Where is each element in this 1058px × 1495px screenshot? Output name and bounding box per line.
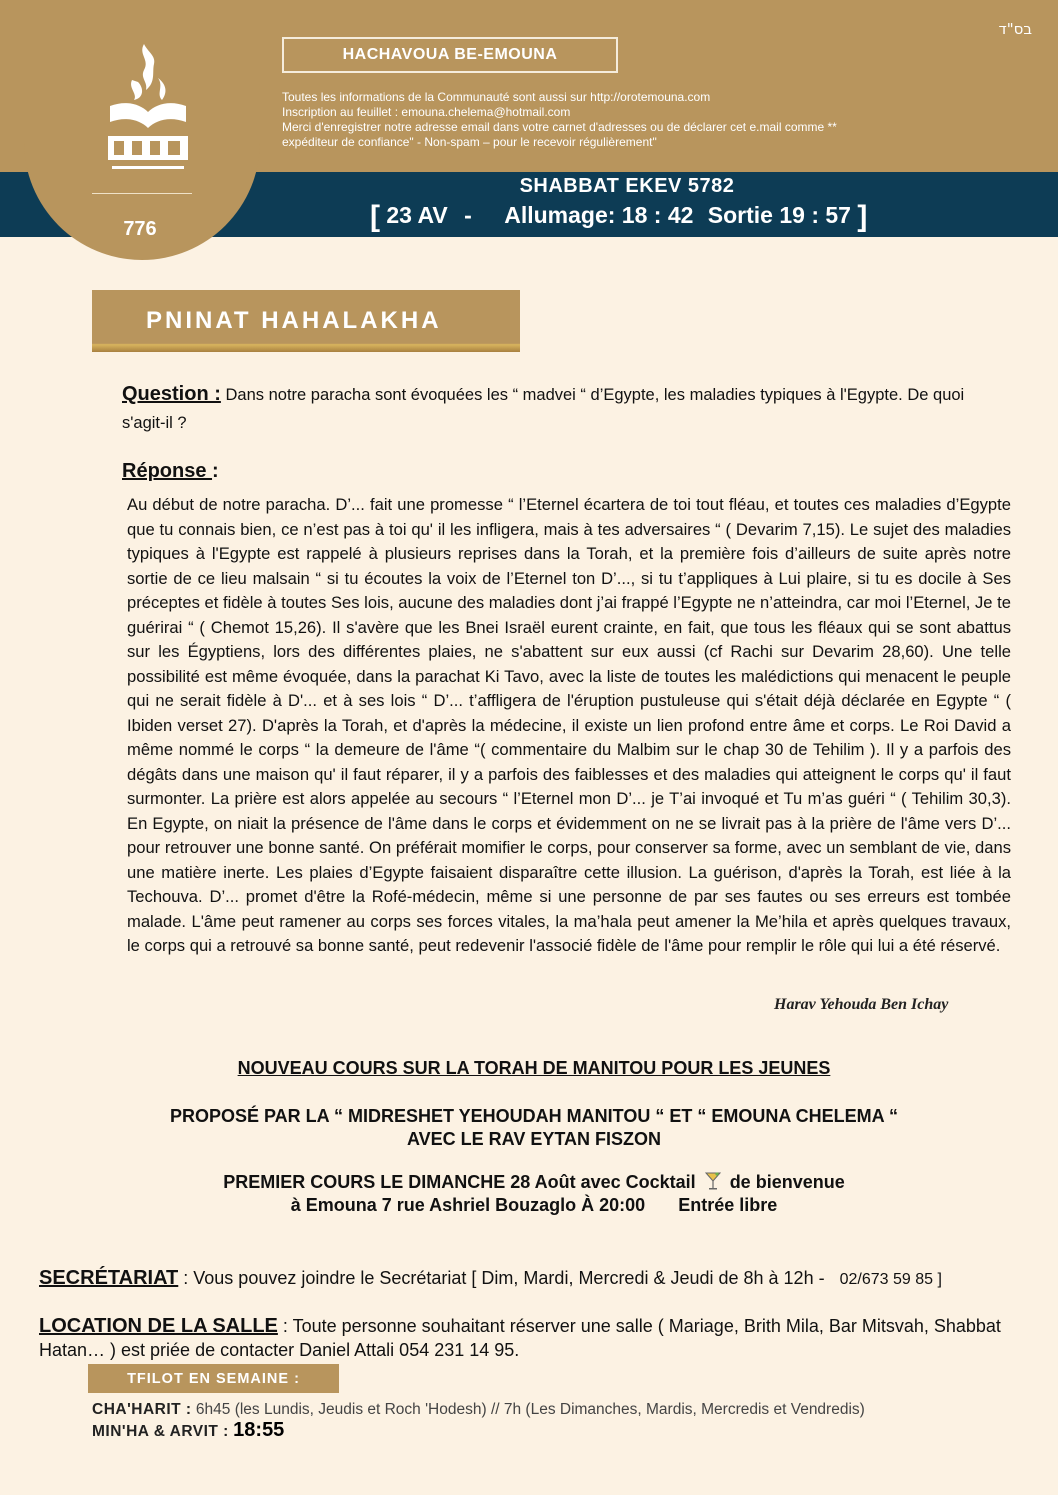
- question-label: Question :: [122, 383, 221, 405]
- question-block: [122, 380, 1008, 437]
- shabbat-name: SHABBAT EKEV 5782: [519, 175, 735, 197]
- emouna-logo-icon: [98, 40, 198, 180]
- course-details: [0, 1171, 1058, 1217]
- course-heading: NOUVEAU COURS SUR LA TORAH DE MANITOU POUR LES JEUNES: [237, 1058, 831, 1078]
- info-line: Inscription au feuillet : emouna.chelema@hotmail.com: [282, 105, 571, 119]
- author-signature: Harav Yehouda Ben Ichay: [774, 996, 949, 1013]
- response-colon: :: [212, 460, 219, 482]
- response-heading: [122, 460, 219, 483]
- course-entry-text: Entrée libre: [678, 1195, 778, 1215]
- secretariat-text: : Vous pouvez joindre le Secrétariat [ Dim, Mardi, Mercredi & Jeudi de 8h à 12h -: [178, 1268, 825, 1288]
- masthead-title: HACHAVOUA BE-EMOUNA: [282, 37, 618, 73]
- course-line: PROPOSÉ PAR LA “ MIDRESHET YEHOUDAH MANITOU “ ET “ EMOUNA CHELEMA “: [169, 1106, 899, 1126]
- course-welcome-text: de bienvenue: [729, 1172, 845, 1192]
- shacharit-row: [92, 1401, 865, 1419]
- info-line: Toutes les informations de la Communauté sont aussi sur http://orotemouna.com: [282, 90, 711, 104]
- logo-divider: [92, 193, 192, 194]
- course-date-text: PREMIER COURS LE DIMANCHE 28 Août avec Cocktail: [223, 1172, 696, 1192]
- course-location-text: à Emouna 7 rue Ashriel Bouzaglo À 20:00: [290, 1195, 646, 1215]
- issue-number: 776: [123, 218, 157, 240]
- info-lines: [282, 90, 962, 150]
- location-text: : Toute personne souhaitant réserver une salle ( Mariage, Brith Mila, Bar Mitsvah, Shabbat Hatan… ) est priée de contacter Daniel Attali 054 231 14 95.: [39, 1316, 1001, 1360]
- candle-lighting-time: Allumage: 18 : 42: [504, 202, 694, 228]
- location-label: LOCATION DE LA SALLE: [39, 1315, 278, 1337]
- course-line: AVEC LE RAV EYTAN FISZON: [406, 1129, 661, 1149]
- info-line: expéditeur de confiance" - Non-spam – pour le recevoir régulièrement": [282, 135, 657, 149]
- shacharit-label: CHA'HARIT :: [92, 1401, 192, 1418]
- course-line: [0, 1194, 1058, 1217]
- havdalah-time: Sortie 19 : 57: [707, 202, 851, 228]
- bsd-mark: בס"ד: [998, 20, 1032, 38]
- cocktail-icon: [704, 1171, 722, 1191]
- open-bracket: [: [370, 200, 380, 233]
- section-title: PNINAT HAHALAKHA: [92, 290, 520, 352]
- minha-label: MIN'HA & ARVIT :: [92, 1423, 229, 1440]
- question-text: Dans notre paracha sont évoquées les “ madvei “ d’Egypte, les maladies typiques à l'Egypte. De quoi s'agit-il ?: [122, 386, 965, 432]
- course-line: [0, 1171, 1058, 1194]
- tfilot-banner: TFILOT EN SEMAINE :: [88, 1364, 339, 1393]
- secretariat-block: [39, 1266, 1029, 1292]
- course-organizers: [0, 1105, 1058, 1151]
- shacharit-times: 6h45 (les Lundis, Jeudis et Roch 'Hodesh) // 7h (Les Dimanches, Mardis, Mercredis et Vendredis): [191, 1401, 865, 1418]
- date-dash: -: [464, 202, 472, 228]
- response-label: Réponse: [122, 460, 213, 482]
- minha-time: 18:55: [233, 1419, 285, 1441]
- shabbat-times: [370, 200, 910, 234]
- info-line: Merci d'enregistrer notre adresse email dans votre carnet d'adresses ou de déclarer cet e.mail comme **: [282, 120, 837, 134]
- location-block: [39, 1314, 1019, 1362]
- response-body: Au début de notre paracha. D’... fait une promesse “ l’Eternel écartera de toi tout fléau, et toutes ces maladies d’Egypte que tu connais bien, ce n’est pas à toi qu' il les infligera, mais à tes adversaires “ ( Devarim 7,15). Le sujet des maladies typiques à l'Egypte est rappelé à plusieurs reprises dans la Torah, et la première fois d’ailleurs de suite après notre sortie de ce lieu malsain “ si tu écoutes la voix de l’Eternel ton D’..., si tu t’appliques à Lui plaire, si tu es docile à Ses préceptes et fidèle à toutes Ses lois, aucune des maladies dont j’ai frappé l’Egypte ne n’atteindra, car moi l’Eternel, Je te guérirai “ ( Chemot 15,26). Il s'avère que les Bnei Israël eurent crainte, en fait, que tous les fléaux qui se sont abattus sur les Égyptiens, lors des différentes plaies, ne s'abattent sur eux aussi (cf Rachi sur Devarim 28,60). Une telle possibilité est même évoquée, dans la parachat Ki Tavo, avec la liste de toutes les malédictions qui menacent le peuple qui ne serait fidèle à D'... et à ses lois “ D’... t’affligera de l'éruption pustuleuse qui s'était déjà déclarée en Egypte “ ( Ibiden verset 27). D'après la Torah, et d'après la médecine, il existe un lien profond entre âme et corps. Le Roi David a même nommé le corps “ la demeure de l'âme “( commentaire du Malbim sur le chap 30 de Tehilim ). Il y a parfois des dégâts dans une maison qu' il faut réparer, il y a parfois des faiblesses et des maladies qui atteignent le corps qu' il faut surmonter. La prière est alors appelée au secours “ l’Eternel mon D’... je T’ai invoqué et Tu m’as guéri “ ( Tehilim 30,3). En Egypte, on niait la présence de l'âme dans le corps et évidemment on ne se livrait pas à la prière de l'âme vers D’... pour retrouver une bonne santé. On préférait momifier le corps, pour conserver sa forme, avec un semblant de vie, dans une matière inerte. Les plaies d’Egypte faisaient disparaître cette illusion. La guérison, d'après la Torah, est liée à la Techouva. D’... promet d'être la Rofé-médecin, même si une personne de par ses fautes ou ses erreurs est tombée malade. L'âme peut ramener au corps ses forces vitales, la ma’hala peut amener la Me’hila et après quelques travaux, le corps qui a retrouvé sa bonne santé, peut redevenir l'associé fidèle de l'âme pour remplir le rôle qui lui a été réservé.: [127, 495, 1011, 955]
- close-bracket: ]: [857, 200, 868, 233]
- minha-row: [92, 1419, 284, 1442]
- secretariat-label: SECRÉTARIAT: [39, 1267, 179, 1289]
- hebrew-date: 23 AV: [386, 202, 448, 228]
- secretariat-phone: 02/673 59 85 ]: [839, 1271, 942, 1288]
